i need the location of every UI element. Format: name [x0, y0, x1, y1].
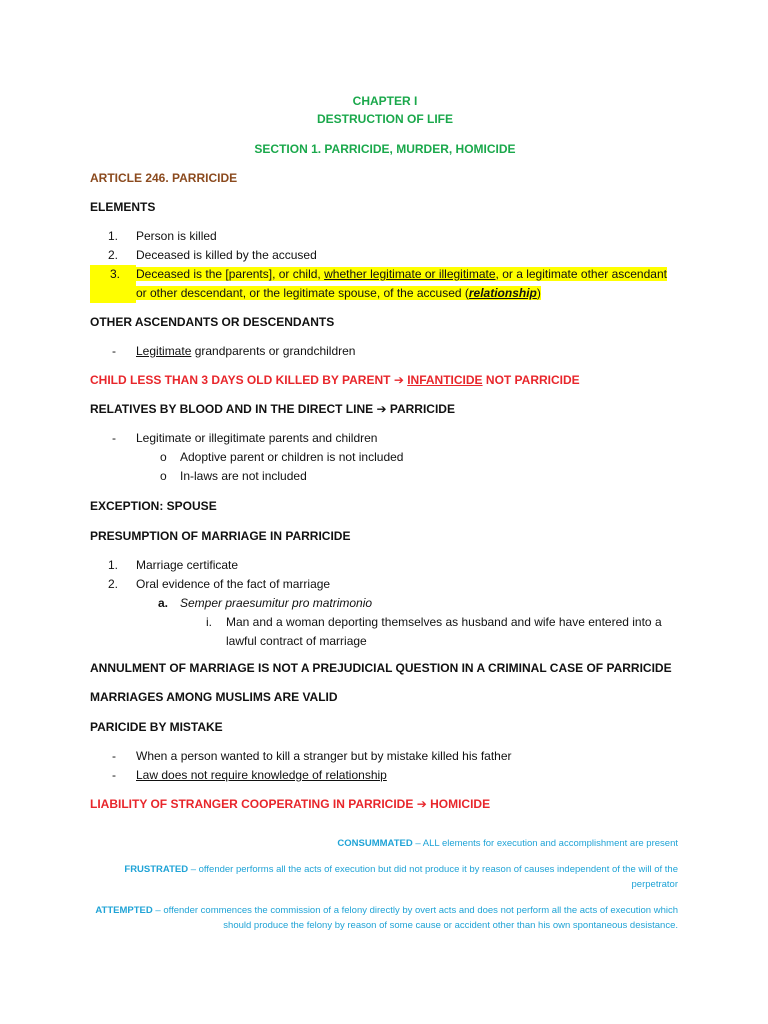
list-number: 3. [90, 265, 136, 303]
sub-list-item: o In-laws are not included [160, 469, 307, 483]
elements-list [90, 227, 680, 303]
elements-heading: ELEMENTS [90, 200, 156, 214]
list-item: - Legitimate grandparents or grandchildren [112, 344, 356, 358]
chapter-label: CHAPTER I [352, 94, 418, 108]
muslims-heading: MARRIAGES AMONG MUSLIMS ARE VALID [90, 690, 338, 704]
consummated-note: CONSUMMATED – ALL elements for execution and accomplishment are present [337, 838, 678, 849]
relatives-list [90, 429, 680, 486]
arrow-right-icon: ➔ [393, 373, 404, 387]
chapter-title: DESTRUCTION OF LIFE [317, 112, 453, 126]
mistake-heading: PARICIDE BY MISTAKE [90, 720, 223, 734]
list-number: 1. [107, 229, 118, 243]
attempted-note: ATTEMPTED – offender commences the commission of a felony directly by overt acts and does not perform all the acts of execution which should produce the felony by reason of some cause or accident other than his own spontaneous desistance. [95, 905, 678, 931]
sub-list-item: a. Semper praesumitur pro matrimonio [158, 596, 373, 610]
annulment-heading: ANNULMENT OF MARRIAGE IS NOT A PREJUDICIAL QUESTION IN A CRIMINAL CASE OF PARRICIDE [90, 661, 672, 675]
exception-heading: EXCEPTION: SPOUSE [90, 499, 217, 513]
section-title: SECTION 1. PARRICIDE, MURDER, HOMICIDE [254, 142, 516, 156]
infanticide-heading: CHILD LESS THAN 3 DAYS OLD KILLED BY PARENT ➔ INFANTICIDE NOT PARRICIDE [90, 373, 580, 387]
relatives-heading: RELATIVES BY BLOOD AND IN THE DIRECT LINE ➔ PARRICIDE [90, 402, 455, 416]
list-item-text: Person is killed [136, 229, 217, 243]
list-item: - When a person wanted to kill a stranger but by mistake killed his father [112, 749, 512, 763]
list-item-text: Deceased is killed by the accused [136, 248, 317, 262]
list-item-text: Deceased is the [parents], or child, whether legitimate or illegitimate, or a legitimate other ascendant or other descendant, or the legitimate spouse, of the accused (relationship) [136, 267, 667, 300]
arrow-right-icon: ➔ [416, 797, 427, 811]
list-item: - Law does not require knowledge of relationship [112, 768, 387, 782]
list-item: - Legitimate or illegitimate parents and children [112, 431, 378, 445]
presumption-list [90, 556, 680, 651]
list-item [90, 227, 680, 246]
list-item: 1. Marriage certificate [107, 558, 239, 572]
frustrated-note: FRUSTRATED – offender performs all the acts of execution but did not produce it by reason of causes independent of the will of the perpetrator [124, 864, 678, 890]
list-item: 2. Oral evidence of the fact of marriage [107, 577, 331, 591]
stranger-heading: LIABILITY OF STRANGER COOPERATING IN PARRICIDE ➔ HOMICIDE [90, 797, 491, 811]
list-item-highlighted [90, 265, 680, 303]
sub-sub-list-item: i. Man and a woman deporting themselves as husband and wife have entered into a lawful contract of marriage [206, 615, 662, 648]
mistake-list [90, 747, 680, 785]
sub-list-item: o Adoptive parent or children is not included [160, 450, 404, 464]
list-item [90, 246, 680, 265]
other-ascendants-heading: OTHER ASCENDANTS OR DESCENDANTS [90, 315, 335, 329]
article-heading: ARTICLE 246. PARRICIDE [90, 171, 238, 185]
list-number: 2. [107, 248, 118, 262]
arrow-right-icon: ➔ [376, 402, 387, 416]
presumption-heading: PRESUMPTION OF MARRIAGE IN PARRICIDE [90, 529, 351, 543]
